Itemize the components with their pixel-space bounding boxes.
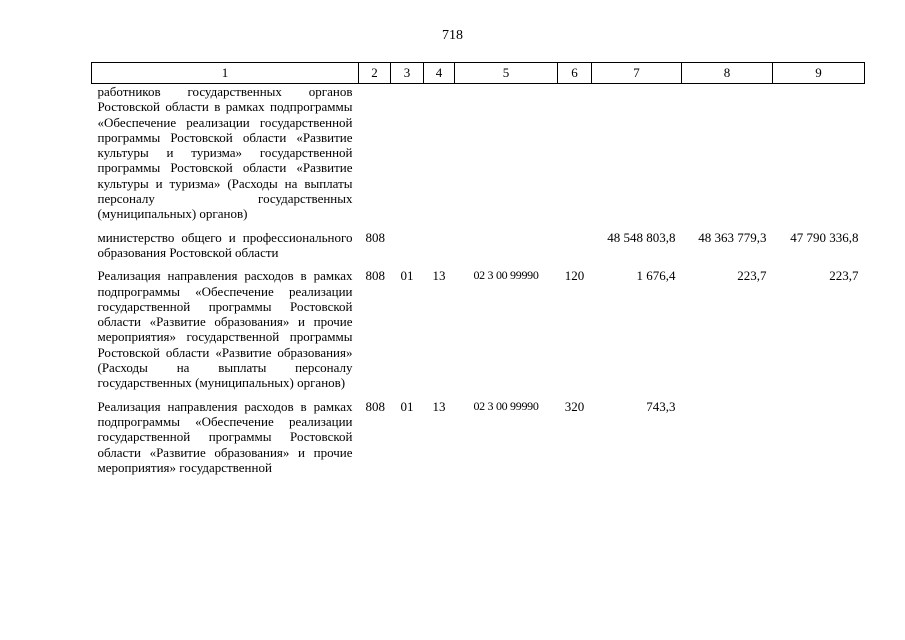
cell-amount-8: 223,7 <box>737 268 767 284</box>
cell-section: 01 <box>400 268 414 284</box>
cell-amount-9 <box>773 399 865 475</box>
row-name: работников государственных органов Ростовской области в рамках подпрограммы «Обеспечение реализации государственной программы Ростовской области «Развитие культуры и туризма» государственной программы Ростовской области «Развитие культуры и туризма» (Расходы на выплаты персоналу государственных (муниципальных) органов) <box>97 84 353 222</box>
header-cell: 1 <box>92 63 359 84</box>
table-row <box>92 268 865 398</box>
cell-amount-7: 1 676,4 <box>636 268 676 284</box>
cell-amount-7: 48 548 803,8 <box>607 229 676 245</box>
cell-expense-type: 320 <box>564 398 585 414</box>
cell-section <box>391 84 424 230</box>
cell-target-code: 02 3 00 99990 <box>473 268 539 283</box>
table-row <box>92 230 865 269</box>
cell-amount-7: 743,3 <box>646 398 676 414</box>
header-cell: 8 <box>682 63 773 84</box>
cell-subsection <box>424 84 455 230</box>
header-cell: 3 <box>391 63 424 84</box>
cell-section: 01 <box>400 398 414 414</box>
cell-subsection <box>424 230 455 269</box>
cell-expense-type <box>558 230 592 269</box>
cell-ministry-code: 808 <box>365 268 385 284</box>
header-cell: 4 <box>424 63 455 84</box>
cell-ministry-code <box>359 84 391 230</box>
cell-target-code <box>455 84 558 230</box>
page-number: 718 <box>442 28 463 43</box>
header-cell: 2 <box>359 63 391 84</box>
cell-ministry-code: 808 <box>365 398 385 414</box>
header-cell: 7 <box>592 63 682 84</box>
cell-section <box>391 230 424 269</box>
cell-amount-9 <box>773 84 865 230</box>
cell-amount-8 <box>682 84 773 230</box>
header-cell: 9 <box>773 63 865 84</box>
cell-expense-type <box>558 84 592 230</box>
budget-table <box>91 62 865 475</box>
cell-target-code <box>455 230 558 269</box>
row-name: министерство общего и профессионального образования Ростовской области <box>97 229 353 260</box>
cell-amount-7 <box>592 84 682 230</box>
cell-ministry-code: 808 <box>365 229 385 245</box>
row-name: Реализация направления расходов в рамках подпрограммы «Обеспечение реализации государственной программы Ростовской области «Развитие образования» и прочие мероприятия» государственной <box>97 398 353 475</box>
cell-expense-type: 120 <box>564 268 585 284</box>
table-row <box>92 84 865 230</box>
table-header-row <box>92 63 865 84</box>
row-name: Реализация направления расходов в рамках подпрограммы «Обеспечение реализации государственной программы Ростовской области «Развитие образования» и прочие мероприятия» государственной программы Ростовской области «Развитие образования» (Расходы на выплаты персоналу государственных (муниципальных) органов) <box>97 268 353 391</box>
cell-amount-9: 47 790 336,8 <box>790 229 859 245</box>
cell-target-code: 02 3 00 99990 <box>473 398 539 413</box>
cell-subsection: 13 <box>432 268 446 284</box>
header-cell: 6 <box>558 63 592 84</box>
header-cell: 5 <box>455 63 558 84</box>
table-row <box>92 399 865 475</box>
cell-amount-8: 48 363 779,3 <box>698 229 767 245</box>
cell-amount-8 <box>682 399 773 475</box>
cell-subsection: 13 <box>432 398 446 414</box>
cell-amount-9: 223,7 <box>829 268 859 284</box>
